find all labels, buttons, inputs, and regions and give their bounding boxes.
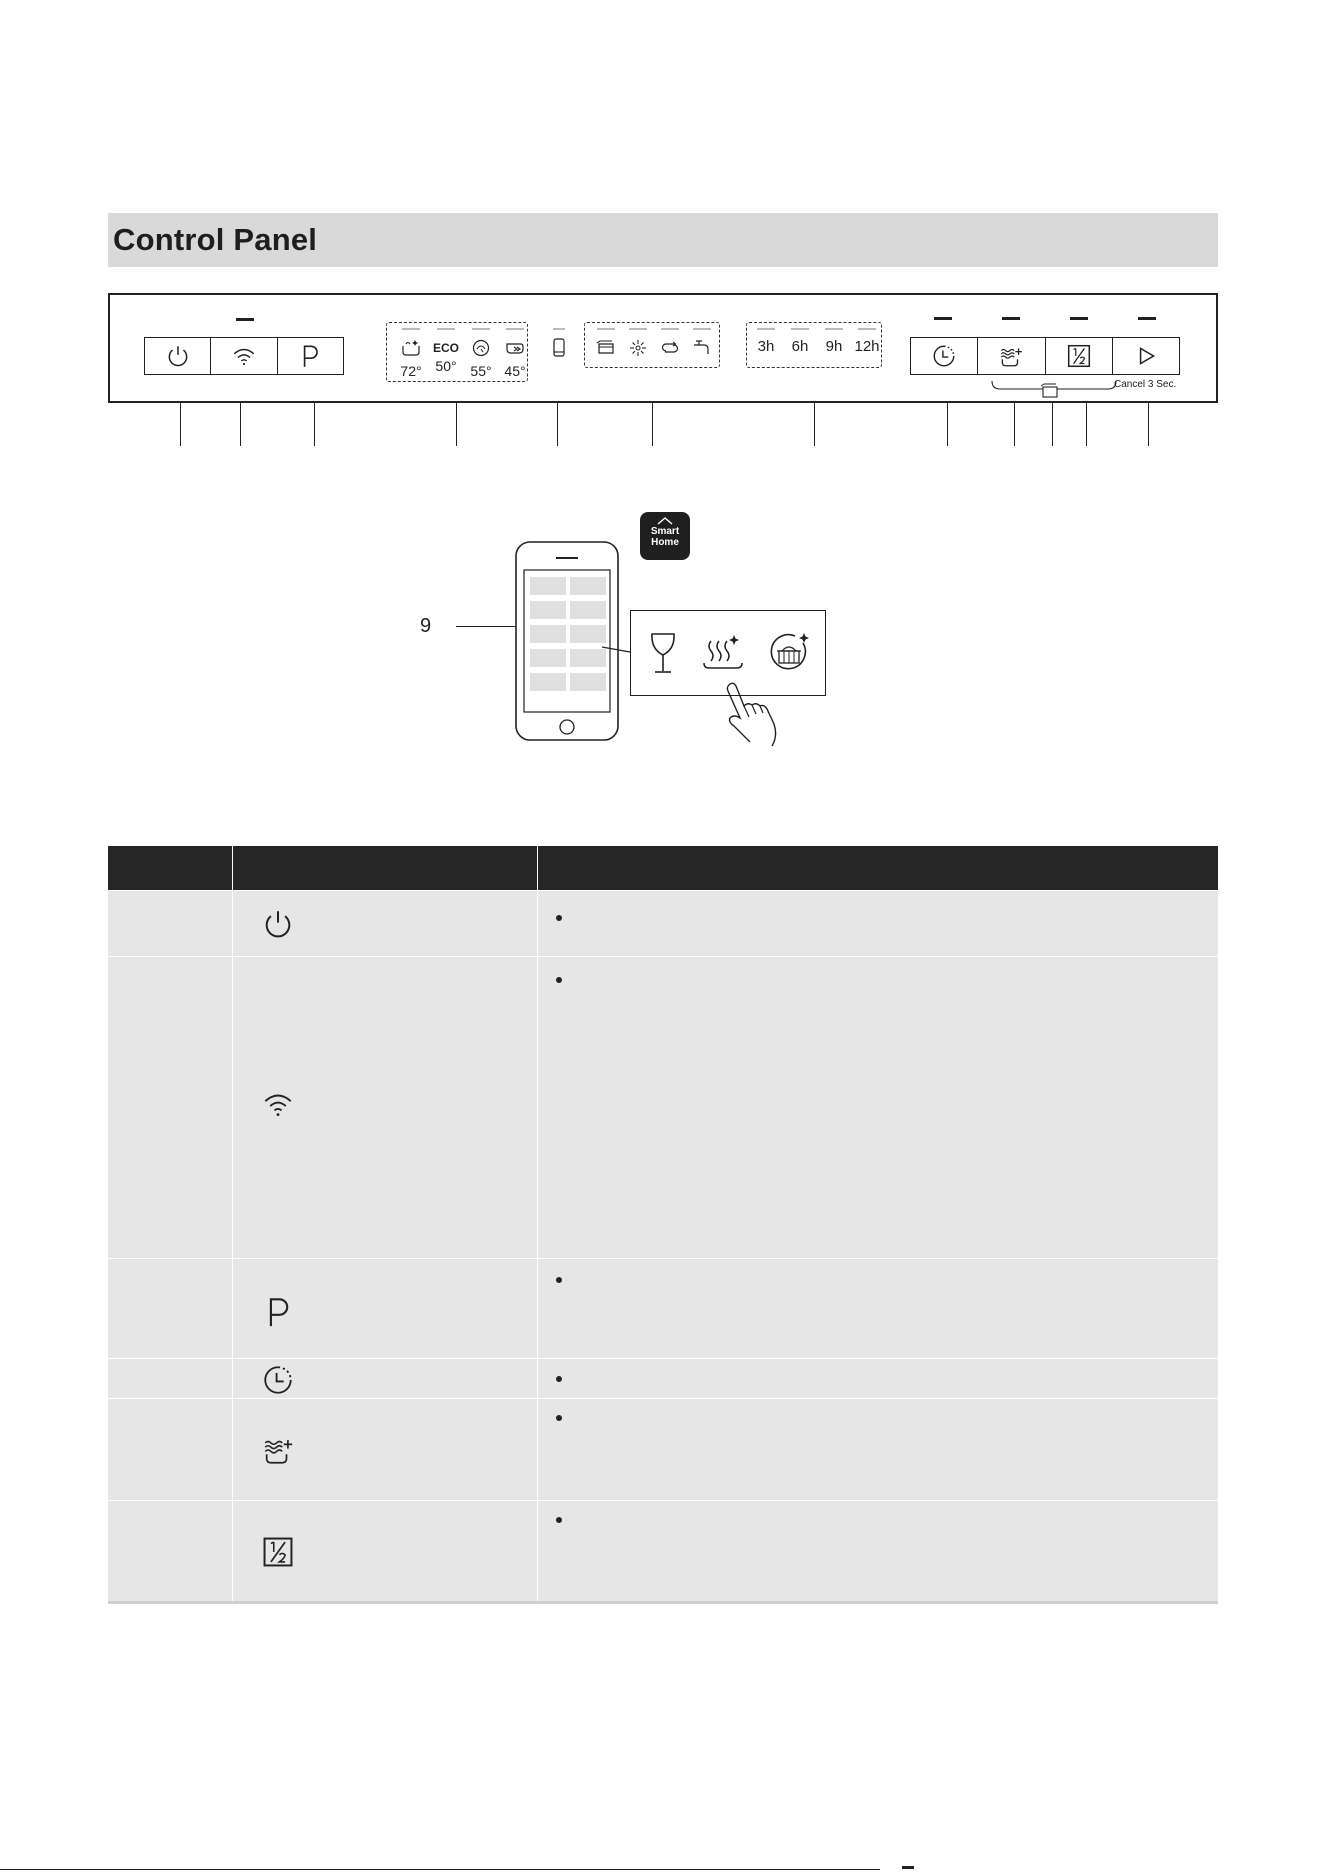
wifi-button[interactable] [210, 338, 276, 374]
bullet [556, 1376, 562, 1382]
table-cell [538, 957, 1219, 1259]
temp-50: 50° [435, 358, 457, 374]
water-tap-icon [691, 338, 713, 358]
leader-line-1 [180, 403, 181, 446]
smart-home-badge [640, 512, 690, 560]
table-cell [108, 957, 233, 1259]
table-cell [108, 1399, 233, 1501]
delay-3h-label: 3h [757, 338, 775, 355]
house-icon [657, 517, 673, 525]
wifi-indicator-led [236, 318, 254, 321]
start-button[interactable] [1112, 338, 1179, 374]
quick-program-icon [504, 338, 526, 358]
half-load-led [1070, 317, 1088, 320]
leader-line-6 [652, 403, 653, 446]
smart-home-line1: Smart [650, 526, 680, 537]
bullet [556, 915, 562, 921]
delay-timer-icon [931, 343, 957, 369]
table-header-cell [108, 846, 233, 891]
indicator-app [546, 328, 572, 363]
smart-home-line2: Home [651, 537, 679, 548]
indicator-auto [464, 328, 498, 379]
table-row [108, 957, 1218, 1259]
play-icon [1133, 343, 1159, 369]
table-cell [108, 1501, 233, 1601]
tapping-hand-illustration [722, 680, 784, 748]
indicator-delay-9h [818, 328, 850, 355]
bullet [556, 977, 562, 983]
temp-72: 72° [400, 363, 422, 379]
program-icon [297, 343, 323, 369]
delay-12h-label: 12h [854, 338, 880, 355]
table-cell [108, 891, 233, 957]
delay-button-led [934, 317, 952, 320]
popup-connector [600, 640, 632, 654]
indicator-quick [498, 328, 532, 379]
table-row [108, 891, 1218, 957]
callout-9-leader [456, 626, 516, 627]
program-button[interactable] [277, 338, 343, 374]
indicator-delay-3h [750, 328, 782, 355]
leader-line-11 [1086, 403, 1087, 446]
leader-line-4 [456, 403, 457, 446]
indicator-rinse-aid [622, 328, 654, 363]
hygiene-steam-program-icon[interactable] [701, 633, 745, 673]
table-cell [538, 1501, 1219, 1601]
intensive-icon [400, 338, 422, 358]
rinse-aid-icon [627, 338, 649, 358]
table-cell [108, 1359, 233, 1399]
combination-dishwasher-icon [1040, 383, 1062, 401]
table-row [108, 1359, 1218, 1399]
half-load-icon [1066, 343, 1092, 369]
table-header-cell [538, 846, 1219, 891]
indicator-water-tap [686, 328, 718, 363]
extra-drying-led [1002, 317, 1020, 320]
leader-line-10 [1052, 403, 1053, 446]
table-row [108, 1399, 1218, 1501]
footer-page-mark [902, 1866, 914, 1869]
table-cell [108, 1259, 233, 1359]
table-cell [538, 891, 1219, 957]
machine-care-program-icon[interactable] [767, 631, 813, 675]
half-load-icon [261, 1535, 295, 1569]
temp-45: 45° [504, 363, 526, 379]
program-icon [261, 1295, 295, 1329]
delay-timer-icon [261, 1363, 295, 1397]
table-row [108, 1259, 1218, 1359]
leader-line-8 [947, 403, 948, 446]
table-cell [233, 1501, 538, 1601]
table-cell [538, 1399, 1219, 1501]
temp-55: 55° [470, 363, 492, 379]
table-cell [538, 1259, 1219, 1359]
callout-number-9: 9 [420, 615, 432, 637]
controls-table [108, 846, 1218, 1601]
extra-drying-icon [261, 1433, 295, 1467]
indicator-delay-6h [784, 328, 816, 355]
auto-program-icon [470, 338, 492, 358]
start-led [1138, 317, 1156, 320]
table-cell [233, 1359, 538, 1399]
indicator-salt [654, 328, 686, 363]
table-header-row [108, 846, 1218, 891]
power-button[interactable] [145, 338, 210, 374]
table-bottom-rule [108, 1601, 1218, 1604]
indicator-intensive [394, 328, 428, 379]
section-title: Control Panel [113, 222, 318, 257]
delay-9h-label: 9h [825, 338, 843, 355]
delay-6h-label: 6h [791, 338, 809, 355]
bullet [556, 1415, 562, 1421]
bullet [556, 1277, 562, 1283]
indicator-eco [428, 328, 464, 374]
eco-label: ECO [432, 341, 459, 355]
left-button-group [144, 337, 344, 375]
leader-line-9 [1014, 403, 1015, 446]
indicator-delay-12h [850, 328, 884, 355]
table-cell [233, 891, 538, 957]
right-button-group [910, 337, 1180, 375]
half-load-button[interactable] [1045, 338, 1112, 374]
glass-program-icon[interactable] [645, 631, 681, 677]
wifi-icon [231, 343, 257, 369]
leader-line-7 [814, 403, 815, 446]
wifi-icon [261, 1087, 295, 1121]
control-panel-diagram [108, 293, 1218, 403]
extra-drying-icon [998, 343, 1024, 369]
indicator-dishwasher [590, 328, 622, 363]
phone-icon [548, 338, 570, 358]
table-cell [233, 957, 538, 1259]
leader-line-12 [1148, 403, 1149, 446]
table-header-cell [233, 846, 538, 891]
extra-drying-button[interactable] [977, 338, 1044, 374]
cancel-label: Cancel 3 Sec. [1114, 379, 1177, 390]
table-cell [538, 1359, 1219, 1399]
table-row [108, 1501, 1218, 1601]
delay-start-button[interactable] [911, 338, 977, 374]
dishwasher-icon [595, 338, 617, 358]
leader-line-2 [240, 403, 241, 446]
salt-refill-icon [659, 338, 681, 358]
leader-line-3 [314, 403, 315, 446]
power-icon [261, 907, 295, 941]
table-cell [233, 1399, 538, 1501]
power-icon [165, 343, 191, 369]
table-cell [233, 1259, 538, 1359]
footer-rule [0, 1869, 880, 1870]
bullet [556, 1517, 562, 1523]
leader-line-5 [557, 403, 558, 446]
